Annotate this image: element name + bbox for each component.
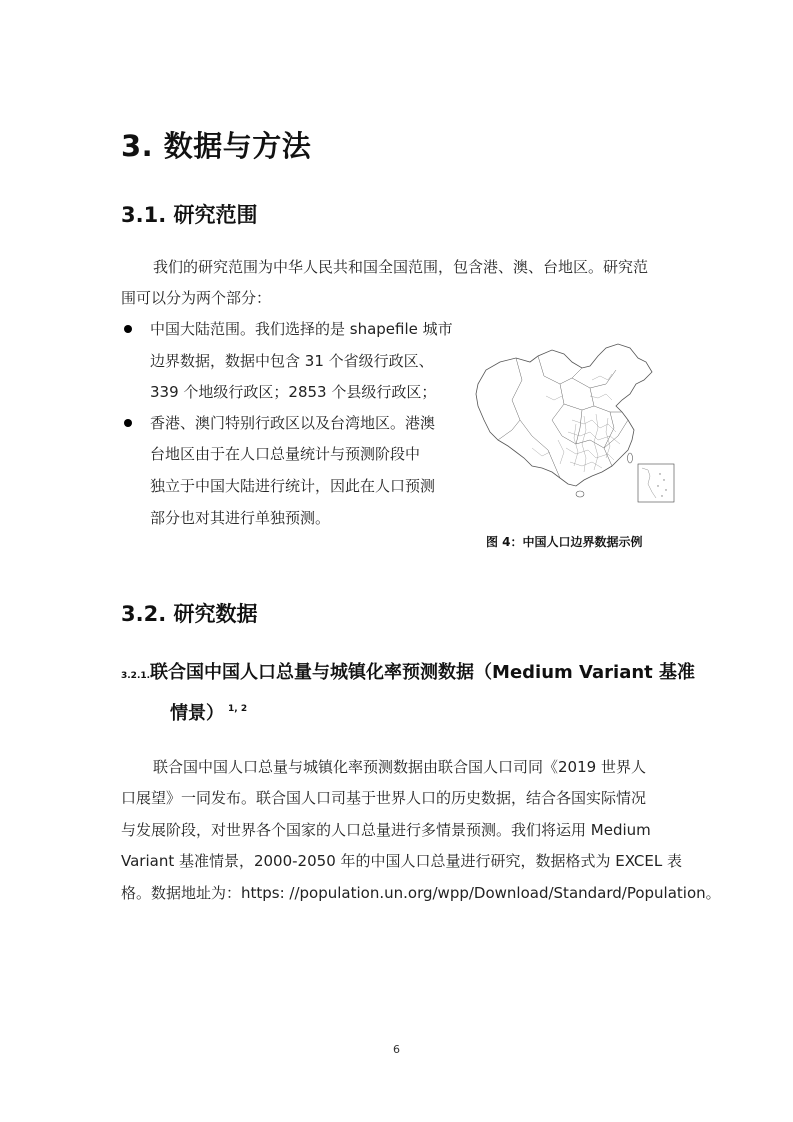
page-number: 6 [393,1043,400,1056]
subsection-title-line-1: 联合国中国人口总量与城镇化率预测数据（Medium Variant 基准 [150,662,696,683]
subsection-title-line-2: 情景） [170,703,224,724]
subsection-heading [121,658,695,684]
china-boundary-map [472,340,677,505]
page-title: 3. 数据与方法 [121,129,312,163]
data-para-line-4: Variant 基准情景，2000-2050 年的中国人口总量进行研究，数据格式为 EXCEL 表 [121,852,683,870]
bullet1-line-1: 中国大陆范围。我们选择的是 shapefile 城市 [150,320,453,338]
section-heading-3-2: 3.2. 研究数据 [121,602,258,626]
china-outline [476,344,652,486]
section-heading-3-1: 3.1. 研究范围 [121,203,258,227]
figure-caption: 图 4：中国人口边界数据示例 [486,535,643,549]
bullet2-line-2: 台地区由于在人口总量统计与预测阶段中 [150,445,421,463]
bullet2-line-3: 独立于中国大陆进行统计，因此在人口预测 [150,477,436,495]
taiwan-island [628,453,633,463]
data-para-line-2: 口展望》一同发布。联合国人口司基于世界人口的历史数据，结合各国实际情况 [121,789,647,807]
data-para-line-5: 格。数据地址为：https: //population.un.org/wpp/Download/Standard/Population。 [121,884,721,902]
bullet-dot [124,325,132,333]
bullet2-line-1: 香港、澳门特别行政区以及台湾地区。港澳 [150,414,436,432]
intro-line-1: 我们的研究范围为中华人民共和国全国范围，包含港、澳、台地区。研究范 [153,258,649,276]
subsection-number: 3.2.1. [121,671,151,681]
data-para-line-3: 与发展阶段，对世界各个国家的人口总量进行多情景预测。我们将运用 Medium [121,821,651,839]
bullet-dot [124,419,132,427]
hainan-island [576,491,584,497]
data-para-line-1: 联合国中国人口总量与城镇化率预测数据由联合国人口司同《2019 世界人 [153,758,646,776]
bullet1-line-2: 边界数据，数据中包含 31 个省级行政区、 [150,352,434,370]
bullet2-line-4: 部分也对其进行单独预测。 [150,509,331,527]
south-china-sea-inset [638,464,674,502]
bullet1-line-3: 339 个地级行政区；2853 个县级行政区； [150,383,437,401]
subsection-heading-cont [170,699,247,725]
reference-superscript: 1, 2 [228,704,248,714]
intro-line-2: 围可以分为两个部分： [121,289,272,307]
